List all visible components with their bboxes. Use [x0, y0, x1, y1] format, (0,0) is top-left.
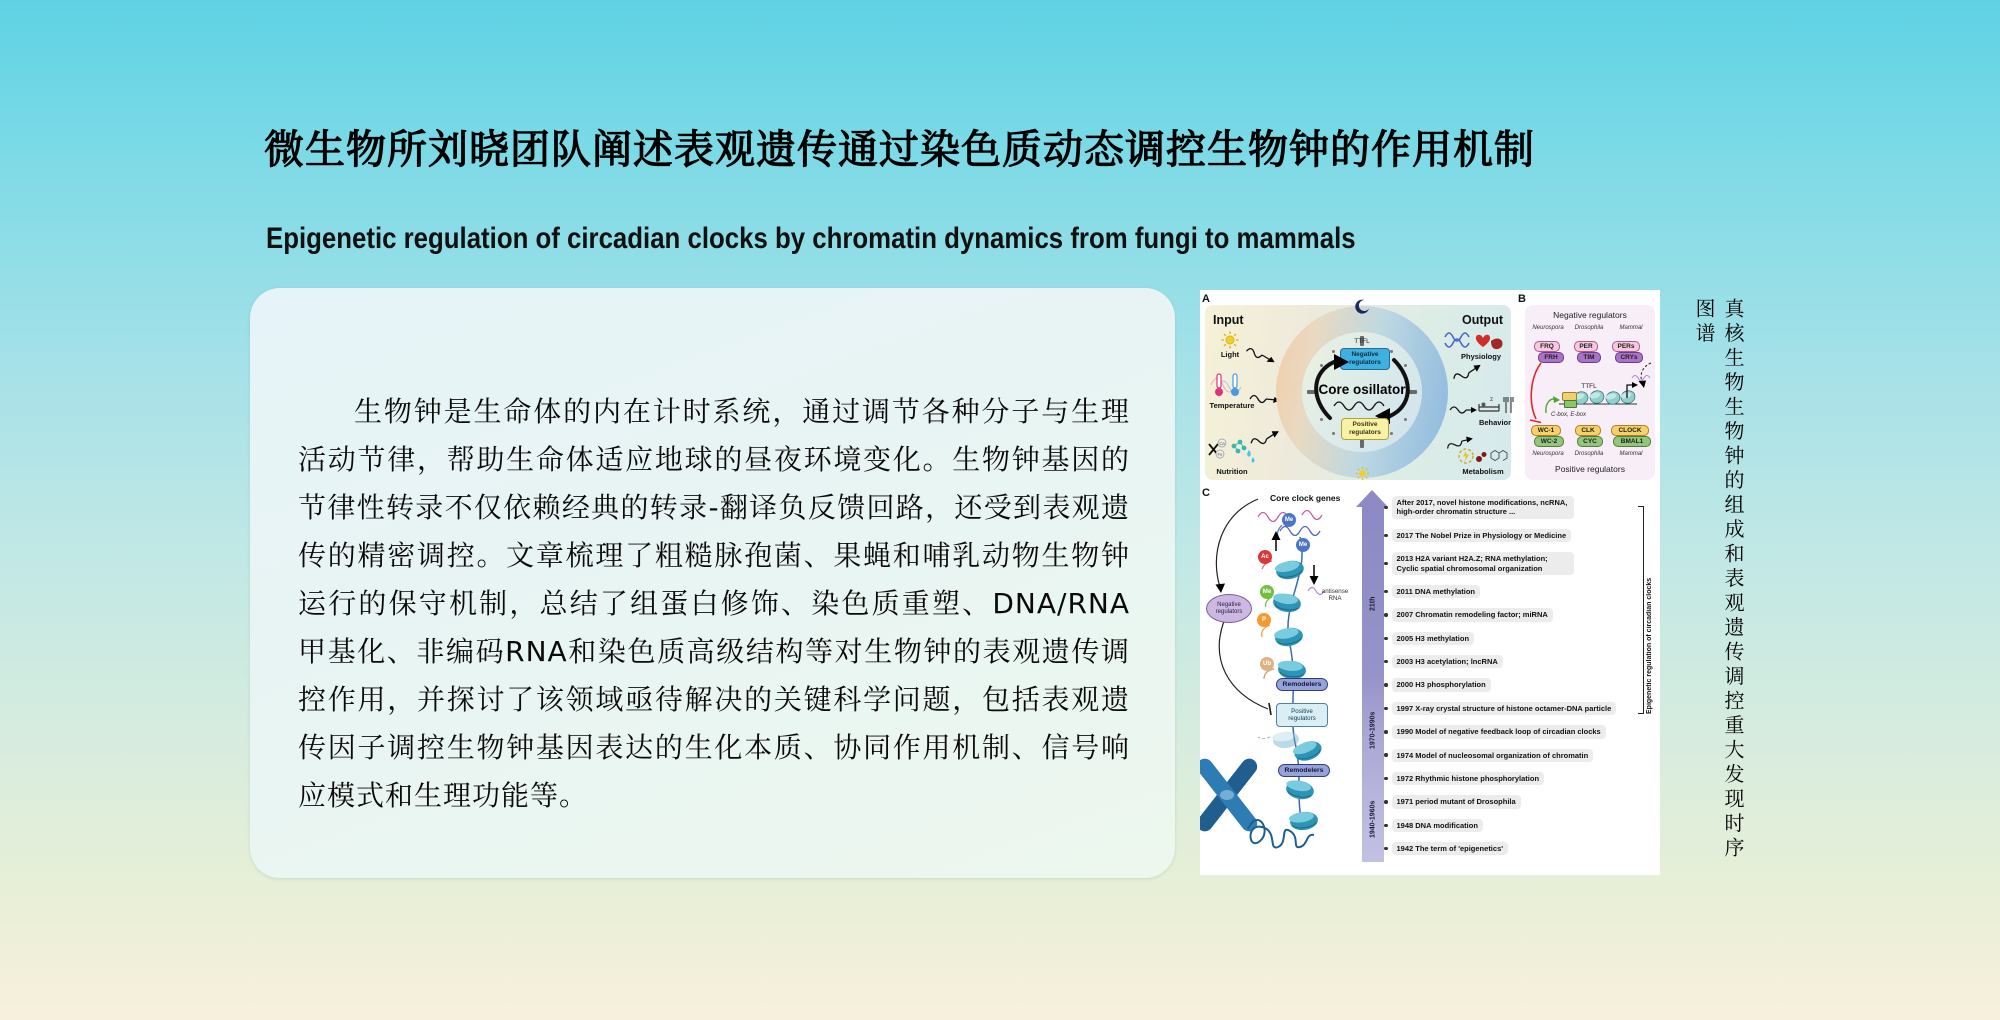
era-label-1940-1960s: 1940-1960s: [1369, 800, 1377, 838]
panel-b: [1525, 305, 1655, 480]
ttfl-label: TTFL: [1581, 383, 1597, 390]
protein-clock: CLOCK: [1611, 425, 1649, 436]
protein-pers: PERs: [1612, 341, 1640, 352]
output-label-behavior: Behavior: [1478, 418, 1512, 427]
timeline-item: 2007 Chromatin remodeling factor; miRNA: [1384, 608, 1646, 621]
timeline-item: 2017 The Nobel Prize in Physiology or Medicine: [1384, 529, 1646, 542]
timeline-dot: [1384, 753, 1388, 757]
protein-crys: CRYs: [1615, 352, 1643, 363]
species-neurospora: Neurospora: [1532, 451, 1564, 457]
timeline-dot: [1384, 847, 1388, 851]
methylation-mark: Me: [1260, 585, 1274, 599]
timeline-dot: [1384, 613, 1388, 617]
positive-regulators-title: Positive regulators: [1555, 464, 1625, 474]
positive-regulators-pill: Positive regulators: [1341, 418, 1389, 440]
timeline-dot: [1384, 637, 1388, 641]
timeline-item: 1972 Rhythmic histone phosphorylation: [1384, 772, 1646, 785]
protein-tim: TIM: [1577, 352, 1601, 363]
inhibition-arrow-icon: [1527, 361, 1545, 425]
input-label-nutrition: Nutrition: [1216, 467, 1248, 476]
nutrition-icon: [1207, 438, 1255, 466]
abstract-text: 生物钟是生命体的内在计时系统，通过调节各种分子与生理活动节律，帮助生命体适应地球的昼夜环境变化。生物钟基因的节律性转录不仅依赖经典的转录-翻译负反馈回路，还受到表观遗传的精密调控。文章梳理了粗糙脉孢菌、果蝇和哺乳动物生物钟运行的保守机制，总结了组蛋白修饰、染色质重塑、DNA/RNA甲基化、非编码RNA和染色质高级结构等对生物钟的表观遗传调控作用，并探讨了该领域亟待解决的关键科学问题，包括表观遗传因子调控生物钟基因表达的生化本质、协同作用机制、信号响应模式和生理功能等。: [298, 395, 1130, 812]
panel-a: [1205, 305, 1511, 480]
output-label-physiology: Physiology: [1460, 352, 1501, 361]
timeline-item: 2003 H3 acetylation; lncRNA: [1384, 655, 1646, 668]
protein-wc1: WC-1: [1531, 425, 1561, 436]
negative-regulators-title: Negative regulators: [1553, 310, 1627, 320]
species-drosophila: Drosophila: [1574, 325, 1604, 331]
wavy-arrow-icon: [1449, 357, 1487, 385]
timeline-item: 2011 DNA methylation: [1384, 585, 1646, 598]
page-subtitle: Epigenetic regulation of circadian clocks by chromatin dynamics from fungi to mammals: [266, 222, 1356, 255]
timeline-item: 1974 Model of nucleosomal organization of chromatin: [1384, 749, 1646, 762]
protein-bmal1: BMAL1: [1613, 436, 1651, 447]
rna-squiggle-icon: [1631, 373, 1651, 383]
timeline-dot: [1384, 562, 1388, 566]
wavy-arrow-icon: [1244, 343, 1281, 367]
abstract-panel: [250, 288, 1175, 878]
negative-regulators-oval: Negative regulators: [1206, 594, 1252, 623]
timeline-dot: [1384, 777, 1388, 781]
behavior-icons: [1477, 393, 1515, 417]
protein-clk: CLK: [1575, 425, 1601, 436]
core-clock-genes-label: Core clock genes: [1270, 493, 1341, 503]
page-title: 微生物所刘晓团队阐述表观遗传通过染色质动态调控生物钟的作用机制: [264, 127, 1535, 172]
timeline-dot: [1384, 730, 1388, 734]
output-label-metabolism: Metabolism: [1462, 467, 1504, 476]
timeline-dot: [1384, 824, 1388, 828]
phosphorylation-mark: P: [1257, 613, 1271, 627]
physiology-icon: [1443, 330, 1505, 352]
liver-icon: [1491, 339, 1503, 350]
remodelers-oval: Remodelers: [1278, 764, 1330, 777]
negative-regulators-pill: Negative regulators: [1340, 348, 1390, 370]
timeline-item: 2000 H3 phosphorylation: [1384, 678, 1646, 691]
ttfl-label: TTFL: [1354, 338, 1370, 345]
species-drosophila: Drosophila: [1574, 451, 1604, 457]
ubiquitination-mark: Ub: [1260, 657, 1274, 671]
timeline-item: 1997 X-ray crystal structure of histone octamer-DNA particle: [1384, 702, 1646, 715]
era-label-21st: 21th: [1369, 596, 1377, 612]
timeline-item: 2005 H3 methylation: [1384, 632, 1646, 645]
utensils-icon: [1504, 397, 1513, 413]
timeline-dot: [1384, 506, 1388, 510]
timeline-dot: [1384, 683, 1388, 687]
heart-icon: [1476, 335, 1490, 347]
timeline-item: 1971 period mutant of Drosophila: [1384, 795, 1646, 808]
methylation-mark: Me: [1282, 513, 1296, 527]
species-mammal: Mammal: [1619, 325, 1643, 331]
timeline-item: After 2017, novel histone modifications, ncRNA, high-order chromatin structure ...: [1384, 496, 1646, 519]
moon-icon: [1354, 299, 1370, 315]
panel-c-label: C: [1202, 487, 1210, 499]
timeline-dot: [1384, 800, 1388, 804]
lightning-icon: [1463, 451, 1470, 463]
input-heading: Input: [1213, 313, 1244, 327]
molecule-icon: [1491, 451, 1507, 461]
metabolism-icon: [1457, 445, 1509, 467]
protein-cyc: CYC: [1577, 436, 1603, 447]
timeline-item: 1948 DNA modification: [1384, 819, 1646, 832]
bracket-label: Epigenetic regulation of circadian clocks: [1646, 577, 1653, 714]
wavy-arrow-icon: [1449, 403, 1479, 417]
thermometer-icon: [1209, 371, 1245, 399]
timeline-dot: [1384, 590, 1388, 594]
protein-per: PER: [1574, 341, 1598, 352]
svg-text:Ca: Ca: [1219, 440, 1225, 446]
timeline-item: 2013 H2A variant H2A.Z; RNA methylation; Cyclic spatial chromosomal organization: [1384, 552, 1646, 575]
protein-frq: FRQ: [1534, 341, 1560, 352]
svg-text:z: z: [1490, 397, 1493, 403]
cbox-ebox-label: C-box, E-box: [1551, 412, 1587, 418]
timeline-dot: [1384, 660, 1388, 664]
wave-icon: [1332, 400, 1392, 412]
clock-ring: [1276, 306, 1448, 478]
acetylation-mark: Ac: [1258, 550, 1272, 564]
protein-wc2: WC-2: [1534, 436, 1564, 447]
sun-icon: [1221, 331, 1239, 349]
timeline-dot: [1384, 707, 1388, 711]
output-heading: Output: [1462, 313, 1503, 327]
scientific-figure: [1200, 290, 1660, 875]
antisense-rna-label: antisense RNA: [1321, 588, 1349, 603]
wavy-arrow-icon: [1247, 425, 1284, 450]
svg-text:Fe: Fe: [1217, 451, 1223, 457]
timeline-bracket: [1638, 506, 1644, 714]
panel-b-label: B: [1518, 293, 1526, 305]
methylation-mark: Me: [1296, 538, 1310, 552]
remodelers-oval: Remodelers: [1276, 678, 1328, 691]
era-label-1970-1990s: 1970-1990s: [1369, 711, 1377, 749]
panel-a-label: A: [1202, 293, 1210, 305]
species-neurospora: Neurospora: [1532, 325, 1564, 331]
timeline-item: 1990 Model of negative feedback loop of circadian clocks: [1384, 725, 1646, 738]
timeline-item: 1942 The term of 'epigenetics': [1384, 842, 1646, 855]
core-oscillator-label: Core osillator: [1318, 382, 1406, 397]
timeline-dot: [1384, 534, 1388, 538]
input-label-light: Light: [1220, 350, 1240, 359]
protein-frh: FRH: [1538, 352, 1564, 363]
species-mammal: Mammal: [1619, 451, 1643, 457]
timeline-list: [1384, 496, 1646, 855]
sun-icon: [1355, 466, 1370, 481]
positive-regulators-box: Positive regulators: [1276, 703, 1328, 727]
cbox-promoter: [1564, 400, 1577, 408]
side-caption: 真核生物生物钟的组成和表观遗传调控重大发现时序图谱: [1692, 298, 1745, 862]
transcription-arrow-icon: [1625, 381, 1639, 399]
input-label-temperature: Temperature: [1209, 401, 1255, 410]
